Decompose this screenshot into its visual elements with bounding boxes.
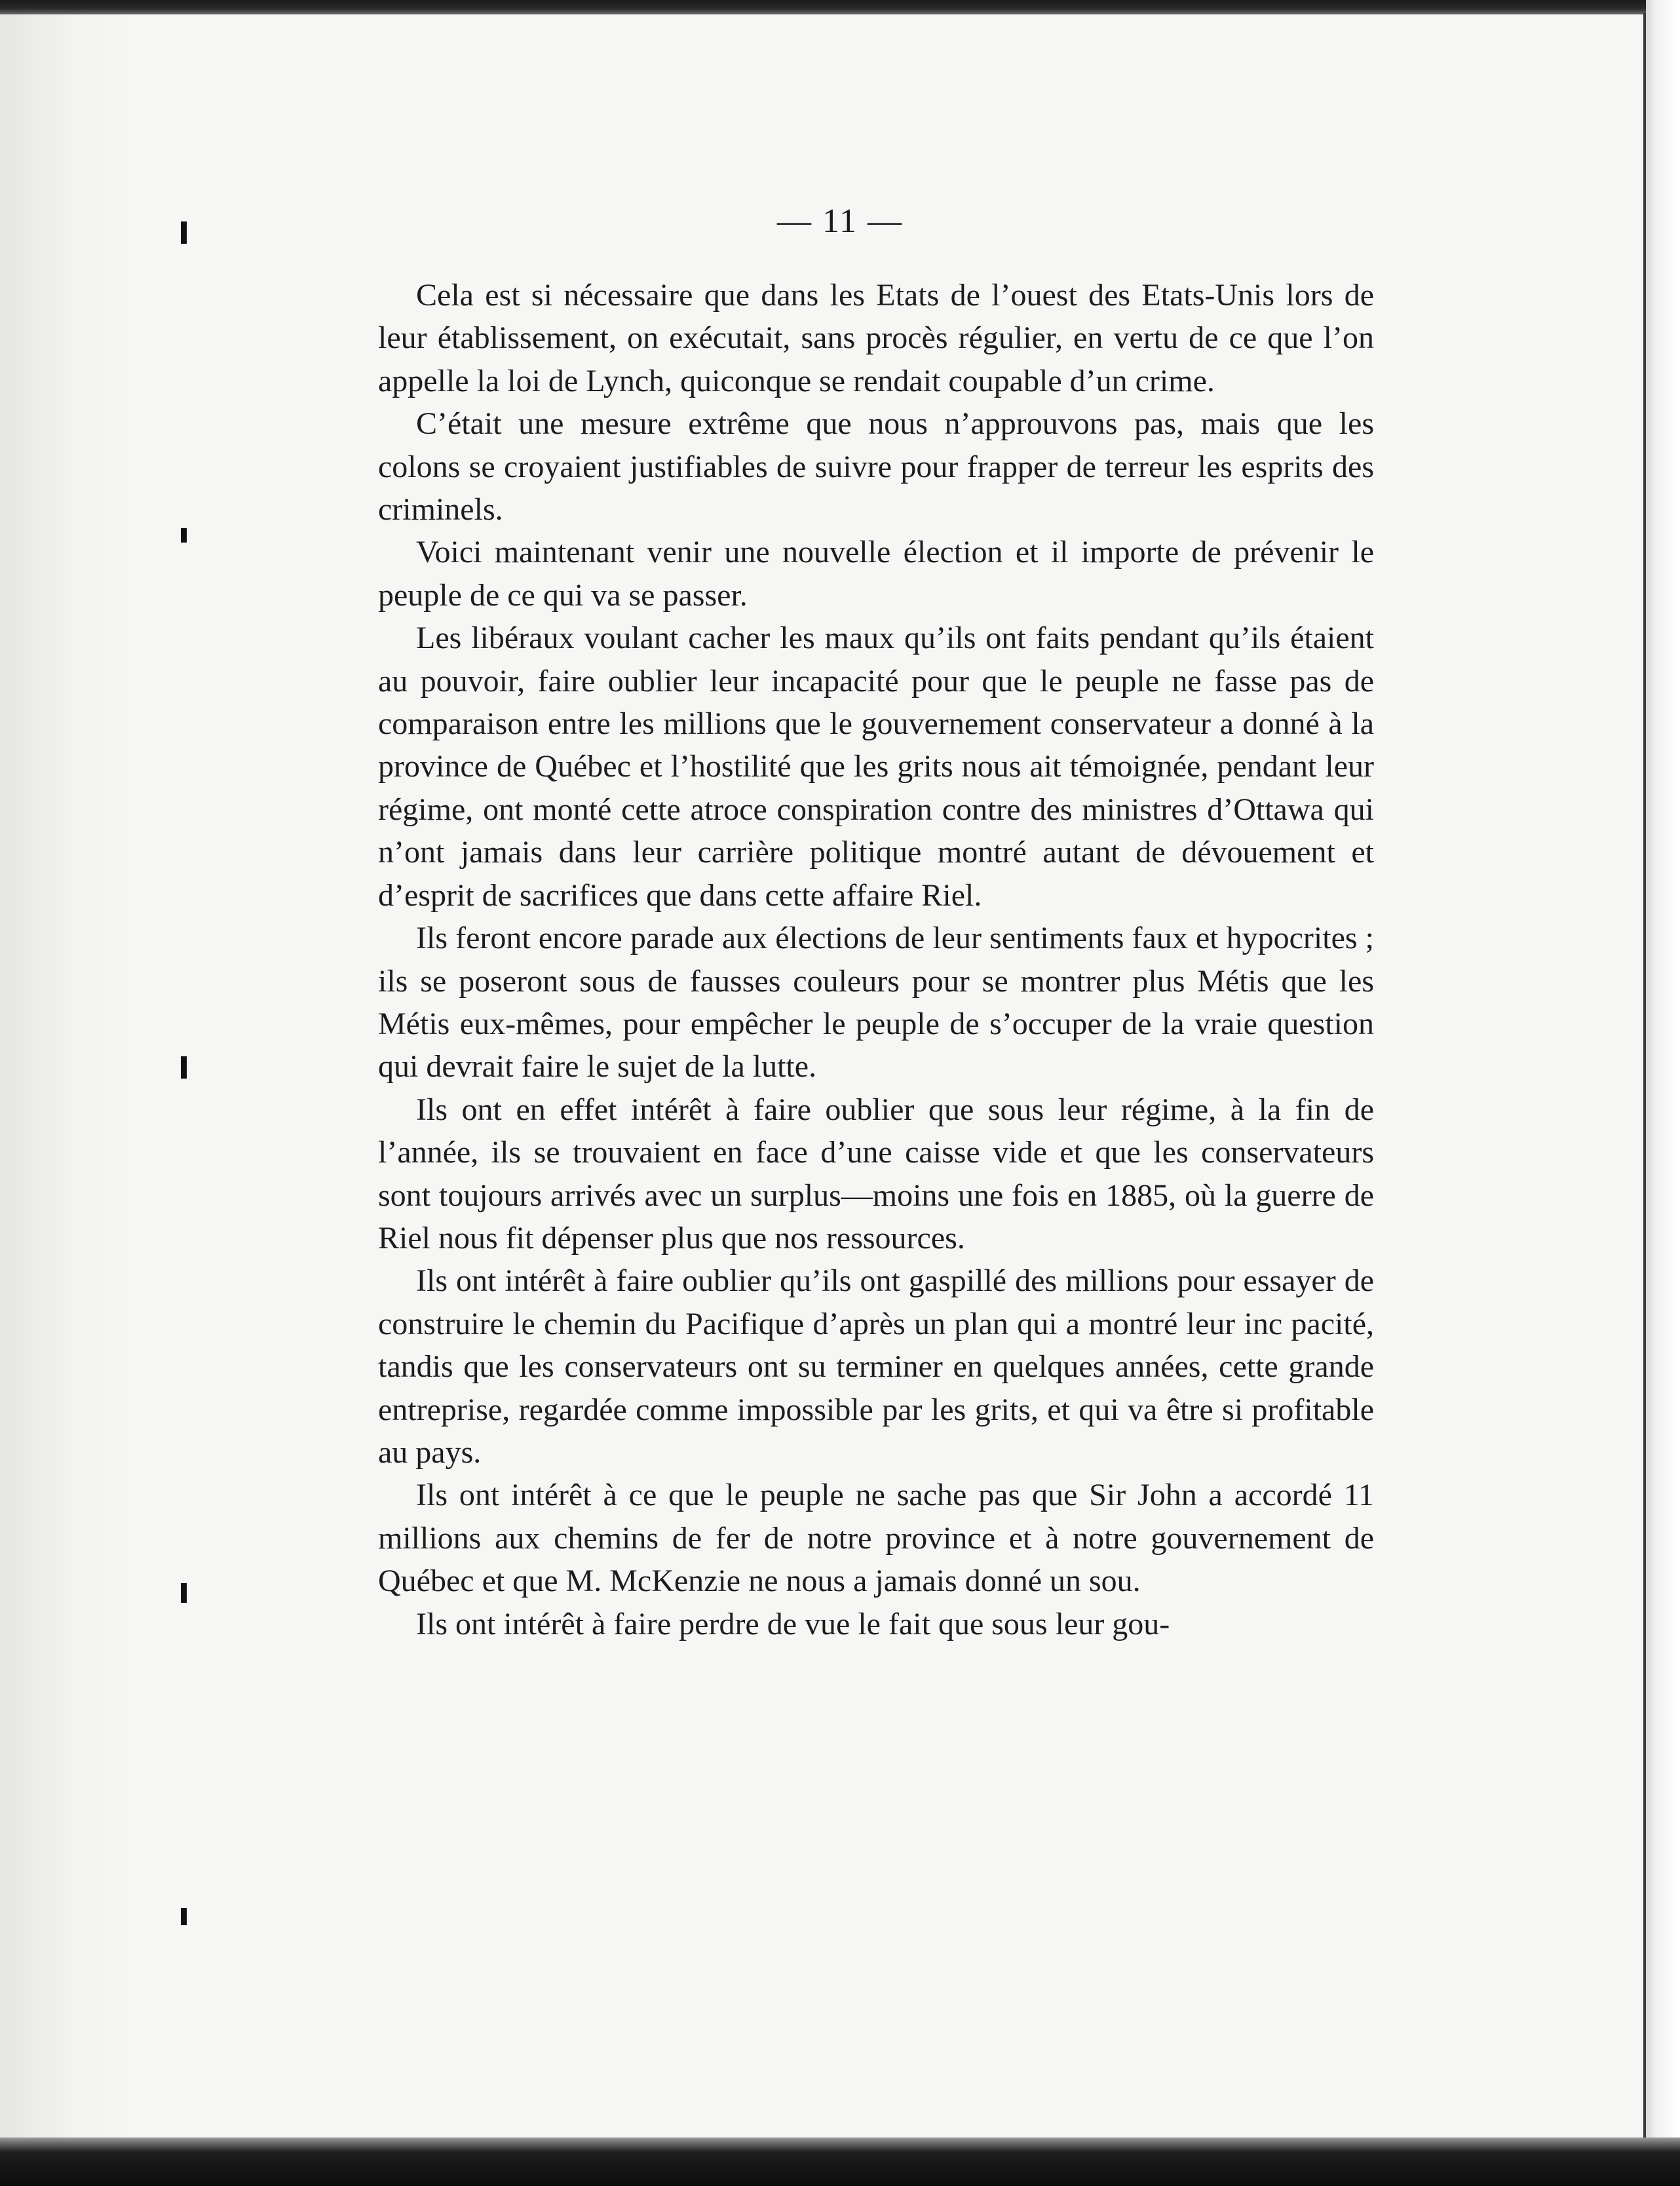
- page-number: — 11 —: [776, 202, 904, 240]
- paragraph: C’était une mesure extrême que nous n’approuvons pas, mais que les colons se croyaient justifiables de suivre pour frapper de terreur les esprits des criminels.: [378, 406, 1374, 527]
- right-page-edge: [1646, 0, 1680, 2186]
- paragraph: Ils ont intérêt à faire oublier qu’ils ont gaspillé des millions pour essayer de construire le chemin du Pacifique d’après un plan qui a montré leur inc pacité, tandis que les conservateurs ont su terminer en quelques années, cette grande entreprise, regardée comme impossible par les grits, et qui va être si profitable au pays.: [378, 1263, 1374, 1470]
- binding-mark: [181, 1056, 187, 1079]
- paragraph: Les libéraux voulant cacher les maux qu’ils ont faits pendant qu’ils étaient au pouvoir, faire oublier leur incapacité pour que le peuple ne fasse pas de comparaison entre les millions que le gouvernement conservateur a donné à la province de Québec et l’hostilité que les grits nous ait témoignée, pendant leur régime, ont monté cette atroce conspiration contre des ministres d’Ottawa qui n’ont jamais dans leur carrière politique montré autant de dévouement et d’esprit de sacrifices que dans cette affaire Riel.: [378, 621, 1374, 913]
- paragraph: Cela est si nécessaire que dans les Etats de l’ouest des Etats-Unis lors de leur établissement, on exécutait, sans procès régulier, en vertu de ce que l’on appelle la loi de Lynch, quiconque se rendait coupable d’un crime.: [378, 278, 1374, 398]
- binding-mark: [181, 528, 187, 543]
- paragraph: Ils feront encore parade aux élections de leur sentiments faux et hypocrites ; ils se poseront sous de fausses couleurs pour se montrer plus Métis que les Métis eux-mêmes, pour empêcher le peuple de s’occuper de la vraie question qui devrait faire le sujet de la lutte.: [378, 921, 1374, 1084]
- binding-mark: [181, 1583, 187, 1603]
- binding-shadow: [0, 14, 131, 2138]
- paragraph: Ils ont intérêt à ce que le peuple ne sache pas que Sir John a accordé 11 millions aux chemins de fer de notre province et à notre gouvernement de Québec et que M. McKenzie ne nous a jamais donné un sou.: [378, 1478, 1374, 1599]
- binding-mark: [181, 1908, 187, 1925]
- paragraph: Ils ont intérêt à faire perdre de vue le fait que sous leur gou-: [416, 1606, 1170, 1641]
- paragraph: Voici maintenant venir une nouvelle élection et il importe de prévenir le peuple de ce qui va se passer.: [378, 535, 1374, 613]
- body-text: [378, 274, 1374, 1645]
- top-scan-border: [0, 0, 1680, 14]
- paragraph: Ils ont en effet intérêt à faire oublier que sous leur régime, à la fin de l’année, ils se trouvaient en face d’une caisse vide et que les conservateurs sont toujours arrivés avec un surplus—moins une fois en 1885, où la guerre de Riel nous fit dépenser plus que nos ressources.: [378, 1092, 1374, 1256]
- page-fold-line: [1643, 13, 1646, 2139]
- bottom-scan-border: [0, 2138, 1680, 2186]
